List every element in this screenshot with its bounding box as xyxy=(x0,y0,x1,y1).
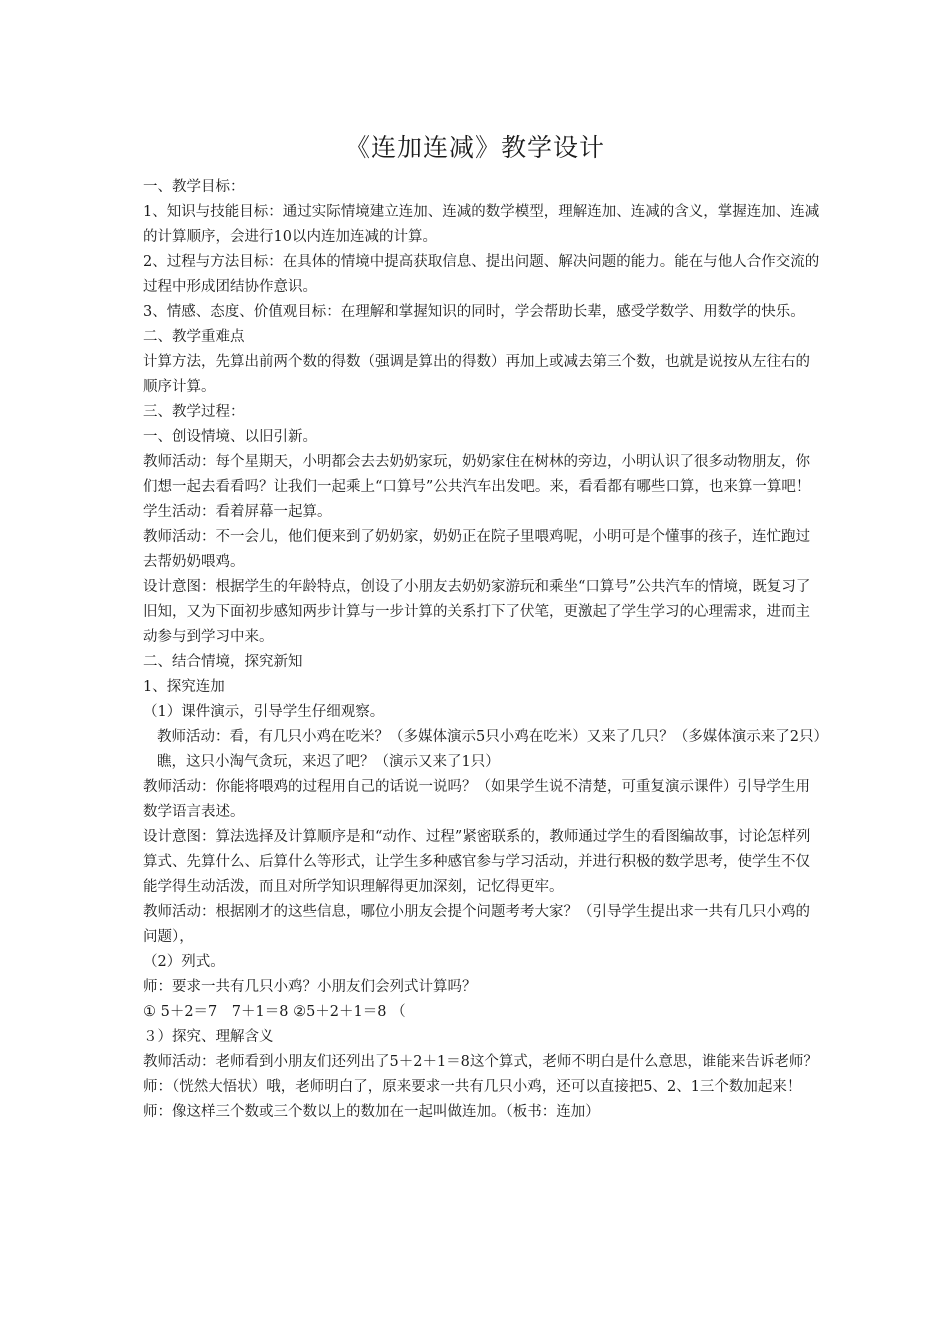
paragraph: 教师活动：你能将喂鸡的过程用自己的话说一说吗？（如果学生说不清楚，可重复演示课件）引导学生用数学语言表述。 xyxy=(143,779,810,820)
paragraph: 二、教学重难点 xyxy=(143,329,245,345)
paragraph: 学生活动：看着屏幕一起算。 xyxy=(143,504,332,520)
paragraph: 师：要求一共有几只小鸡？小朋友们会列式计算吗？ xyxy=(143,979,477,995)
paragraph: 计算方法，先算出前两个数的得数（强调是算出的得数）再加上或减去第三个数，也就是说按从左往右的顺序计算。 xyxy=(143,354,810,395)
paragraph: 一、教学目标： xyxy=(143,179,245,195)
document-body xyxy=(143,175,823,1125)
paragraph: 1、知识与技能目标：通过实际情境建立连加、连减的数学模型，理解连加、连减的含义，掌握连加、连减的计算顺序，会进行10以内连加连减的计算。 xyxy=(143,204,820,245)
paragraph: （1）课件演示，引导学生仔细观察。 xyxy=(143,704,385,720)
paragraph: 教师活动：不一会儿，他们便来到了奶奶家，奶奶正在院子里喂鸡呢，小明可是个懂事的孩子，连忙跑过去帮奶奶喂鸡。 xyxy=(143,529,810,570)
paragraph: 教师活动：老师看到小朋友们还列出了5＋2＋1＝8这个算式，老师不明白是什么意思，谁能来告诉老师？ xyxy=(143,1054,818,1070)
paragraph: 教师活动：根据刚才的这些信息，哪位小朋友会提个问题考考大家？（引导学生提出求一共有几只小鸡的问题）， xyxy=(143,904,810,945)
paragraph: 1、探究连加 xyxy=(143,679,225,695)
paragraph: 一、创设情境、以旧引新。 xyxy=(143,429,317,445)
paragraph: 教师活动：每个星期天，小明都会去去奶奶家玩，奶奶家住在树林的旁边，小明认识了很多动物朋友，你们想一起去看看吗？让我们一起乘上“口算号”公共汽车出发吧。来，看看都有哪些口算，也来算一算吧！ xyxy=(143,454,811,495)
paragraph: 师：（恍然大悟状）哦，老师明白了，原来要求一共有几只小鸡，还可以直接把5、2、1三个数加起来！ xyxy=(143,1079,802,1095)
paragraph: ３）探究、理解含义 xyxy=(143,1029,274,1045)
paragraph: 3、情感、态度、价值观目标：在理解和掌握知识的同时，学会帮助长辈，感受学数学、用数学的快乐。 xyxy=(143,304,805,320)
paragraph: （2）列式。 xyxy=(143,954,225,970)
paragraph: 师：像这样三个数或三个数以上的数加在一起叫做连加。（板书：连加） xyxy=(143,1104,600,1120)
document-title: 《连加连减》教学设计 xyxy=(344,133,605,162)
paragraph: 二、结合情境，探究新知 xyxy=(143,654,303,670)
paragraph: 2、过程与方法目标：在具体的情境中提高获取信息、提出问题、解决问题的能力。能在与他人合作交流的过程中形成团结协作意识。 xyxy=(143,254,820,295)
paragraph: ① 5＋2＝7 7＋1＝8 ②5＋2＋1＝8 （ xyxy=(143,1004,406,1020)
paragraph: 设计意图：根据学生的年龄特点，创设了小朋友去奶奶家游玩和乘坐“口算号”公共汽车的情境，既复习了旧知，又为下面初步感知两步计算与一步计算的关系打下了伏笔，更激起了学生学习的心理需求，进而主动参与到学习中来。 xyxy=(143,579,811,645)
paragraph: 设计意图：算法选择及计算顺序是和“动作、过程”紧密联系的，教师通过学生的看图编故事，讨论怎样列算式、先算什么、后算什么等形式，让学生多种感官参与学习活动，并进行积极的数学思考，使学生不仅能学得生动活泼，而且对所学知识理解得更加深刻，记忆得更牢。 xyxy=(143,829,811,895)
paragraph: 三、教学过程： xyxy=(143,404,245,420)
paragraph: 教师活动：看，有几只小鸡在吃米？（多媒体演示5只小鸡在吃米）又来了几只？（多媒体演示来了2只）瞧，这只小淘气贪玩，来迟了吧？（演示又来了1只） xyxy=(157,729,821,770)
